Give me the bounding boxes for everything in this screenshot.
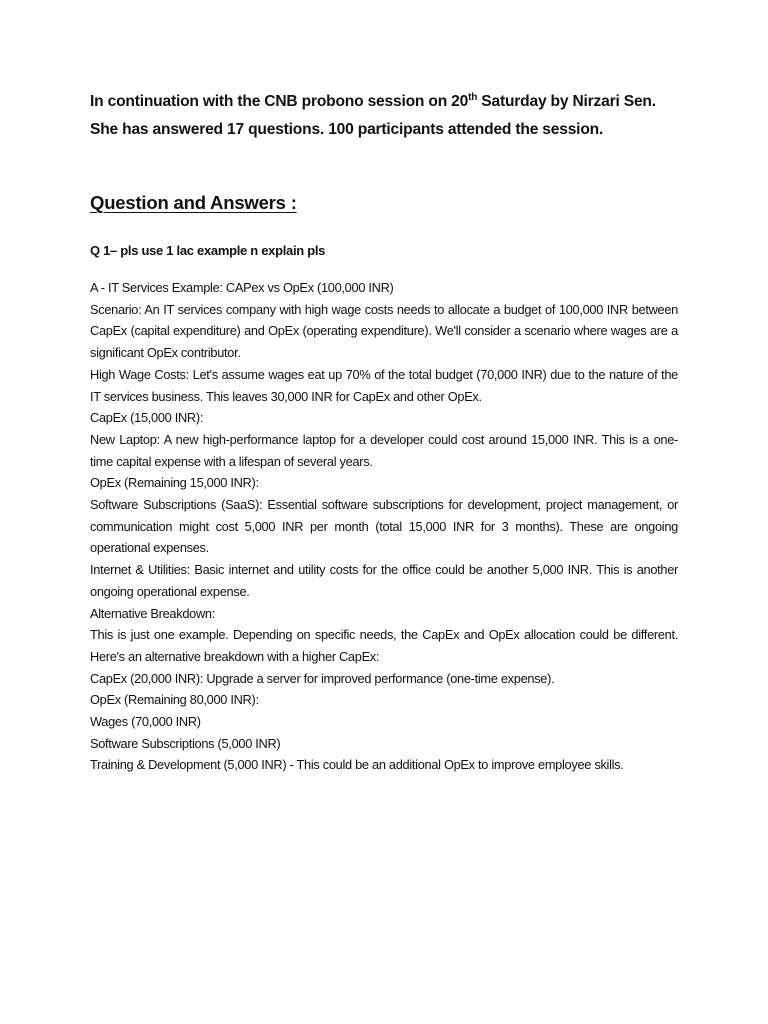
answer-line: OpEx (Remaining 15,000 INR): — [90, 475, 259, 491]
intro-date-superscript: th — [468, 91, 478, 103]
section-heading: Question and Answers : — [90, 192, 297, 213]
intro-line-1-end: Saturday by Nirzari Sen. — [477, 93, 656, 110]
question-1: Q 1– pls use 1 lac example n explain pls — [90, 243, 326, 258]
answer-line: Scenario: An IT services company with high wage costs needs to allocate a budget of 100,000 INR between CapEx (capital expenditure) and OpEx (operating expenditure). We'll consider a scenario where wages are a significant OpEx contributor. — [90, 301, 678, 361]
answer-line: Training & Development (5,000 INR) - This could be an additional OpEx to improve employee skills. — [90, 757, 624, 773]
answer-line: OpEx (Remaining 80,000 INR): — [90, 692, 259, 708]
answer-line: Alternative Breakdown: — [90, 605, 215, 621]
intro-line-2: She has answered 17 questions. 100 participants attended the session. — [90, 121, 604, 138]
intro-line-1-text: In continuation with the CNB probono session on 20 — [90, 93, 469, 110]
answer-line: New Laptop: A new high-performance laptop for a developer could cost around 15,000 INR. This is a one-time capital expense with a lifespan of several years. — [90, 431, 678, 469]
answer-1 — [90, 277, 678, 776]
answer-line: A - IT Services Example: CAPex vs OpEx (100,000 INR) — [90, 280, 394, 295]
answer-line: CapEx (15,000 INR): — [90, 410, 204, 426]
answer-line: This is just one example. Depending on specific needs, the CapEx and OpEx allocation could be different. Here's an alternative breakdown with a higher CapEx: — [90, 627, 678, 664]
answer-line: CapEx (20,000 INR): Upgrade a server for improved performance (one-time expense). — [90, 670, 555, 686]
intro-line-1 — [90, 88, 680, 116]
answer-line: Software Subscriptions (5,000 INR) — [90, 735, 281, 751]
intro-paragraph — [90, 88, 680, 144]
answer-line: Software Subscriptions (SaaS): Essential software subscriptions for development, project management, or communication might cost 5,000 INR per month (total 15,000 INR for 3 months). These are ongoing operational expenses. — [90, 497, 678, 556]
answer-line: High Wage Costs: Let's assume wages eat up 70% of the total budget (70,000 INR) due to the nature of the IT services business. This leaves 30,000 INR for CapEx and other OpEx. — [90, 366, 678, 404]
answer-line: Wages (70,000 INR) — [90, 714, 201, 730]
answer-line: Internet & Utilities: Basic internet and utility costs for the office could be another 5,000 INR. This is another ongoing operational expense. — [90, 562, 678, 599]
